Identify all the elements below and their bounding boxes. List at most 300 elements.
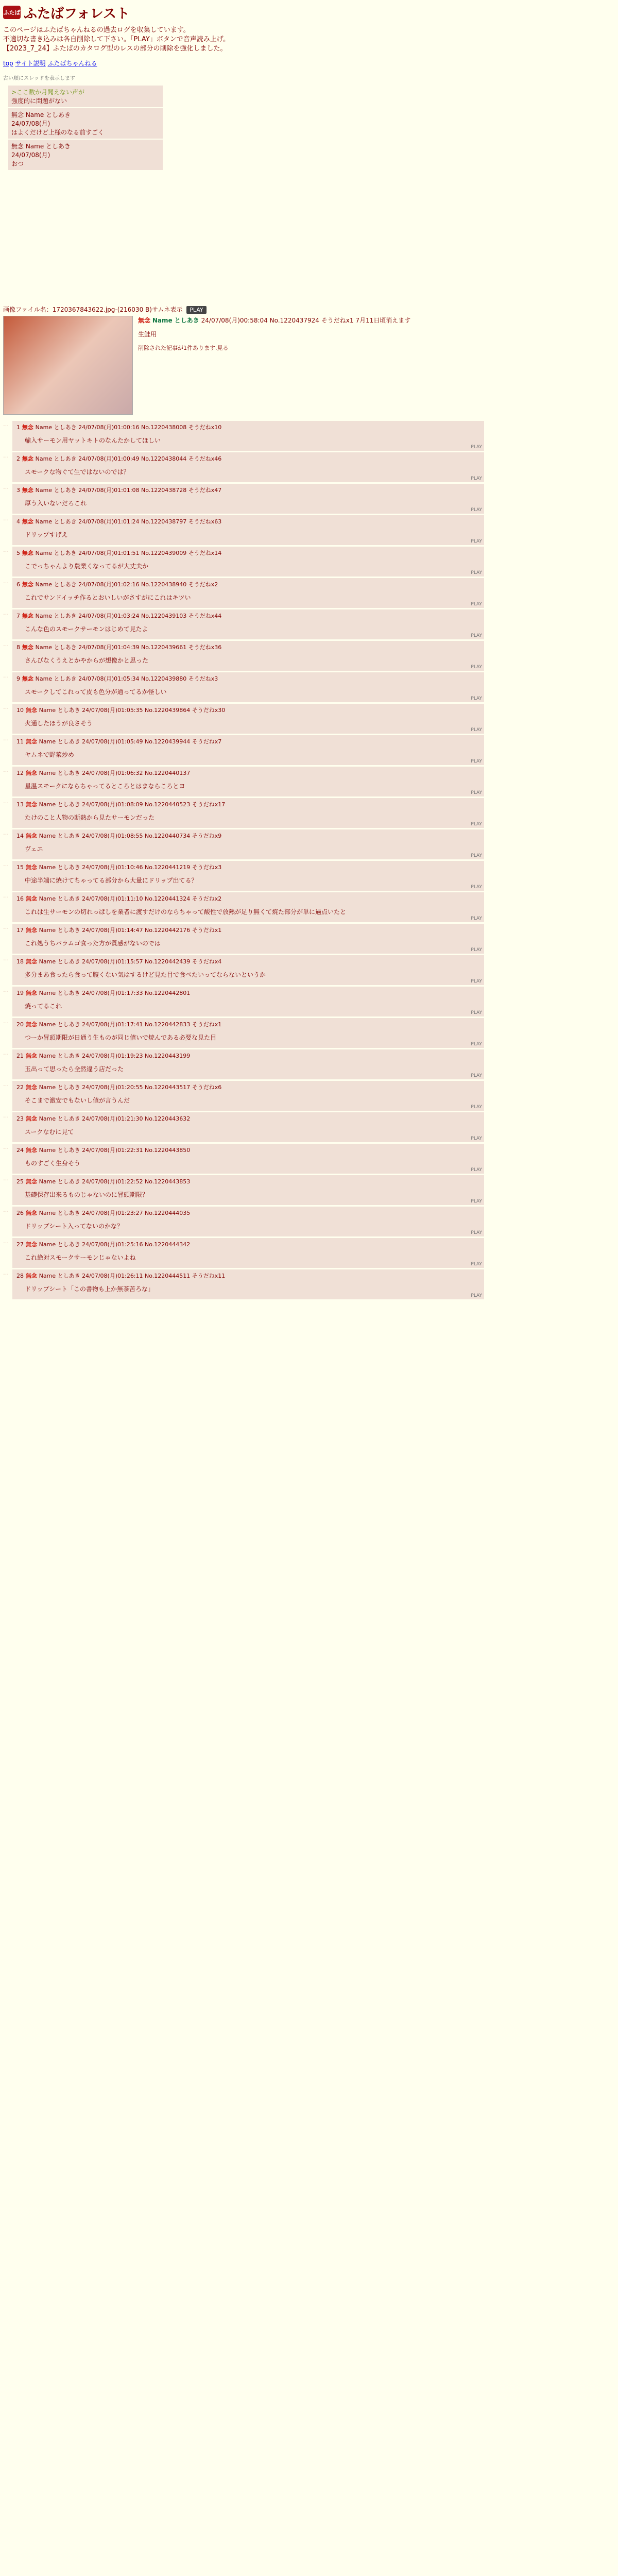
reply-no[interactable]: No.1220438044 bbox=[141, 455, 187, 462]
reply-box bbox=[12, 484, 484, 514]
reply-no[interactable]: No.1220443850 bbox=[145, 1147, 191, 1154]
reply-subject: 無念 bbox=[24, 895, 39, 902]
reply-meta bbox=[16, 1272, 480, 1280]
reply-marker: … bbox=[3, 892, 9, 899]
reply bbox=[3, 1207, 611, 1236]
reply-sodane[interactable]: そうだねx3 bbox=[192, 864, 222, 871]
reply-name: Name としあき bbox=[39, 801, 82, 808]
reply-sodane[interactable]: そうだねx47 bbox=[188, 487, 222, 494]
reply-play-button[interactable]: PLAY bbox=[471, 947, 482, 953]
reply-name: Name としあき bbox=[39, 927, 82, 934]
reply-number: 7 bbox=[16, 613, 20, 619]
reply-no[interactable]: No.1220439880 bbox=[141, 675, 187, 682]
reply bbox=[3, 484, 611, 514]
op-sodane[interactable]: そうだねx1 bbox=[321, 317, 354, 324]
reply-meta bbox=[16, 1052, 480, 1060]
reply-date: 24/07/08(月)01:01:51 bbox=[78, 550, 140, 556]
reply-meta bbox=[16, 737, 480, 745]
reply-text: 玉出って思ったら全然違う店だった bbox=[25, 1065, 124, 1073]
reply-text: 火通したほうが良さそう bbox=[25, 720, 93, 727]
reply-box bbox=[12, 1049, 484, 1079]
reply-box bbox=[12, 609, 484, 639]
reply-meta bbox=[16, 800, 480, 808]
op-note: 削除された記事が1件あります.見る bbox=[138, 345, 229, 351]
reply-date: 24/07/08(月)01:23:27 bbox=[82, 1210, 143, 1216]
play-button[interactable]: PLAY bbox=[186, 306, 206, 314]
reply-box bbox=[12, 515, 484, 545]
reply-name: Name としあき bbox=[39, 990, 82, 996]
thread-file-meta[interactable]: 画像ファイル名：1720367843622.jpg-(216030 B)サムネ表示 bbox=[3, 306, 183, 313]
reply bbox=[3, 798, 611, 828]
reply-subject: 無念 bbox=[24, 1210, 39, 1216]
reply-sodane[interactable]: そうだねx63 bbox=[188, 518, 222, 525]
reply-text: これ絶対スモークサーモンじゃないよね bbox=[25, 1254, 136, 1261]
reply-box bbox=[12, 1207, 484, 1236]
reply-text: ヤムネで野菜炒め bbox=[25, 751, 74, 758]
reply-date: 24/07/08(月)01:17:33 bbox=[82, 990, 143, 996]
reply-marker: … bbox=[3, 515, 9, 522]
reply-number: 6 bbox=[16, 581, 20, 588]
reply-play-button[interactable]: PLAY bbox=[471, 790, 482, 795]
reply-date: 24/07/08(月)01:19:23 bbox=[82, 1053, 143, 1059]
reply-play-button[interactable]: PLAY bbox=[471, 1042, 482, 1047]
reply-subject: 無念 bbox=[24, 1241, 39, 1248]
reply bbox=[3, 767, 611, 796]
reply-box bbox=[12, 767, 484, 796]
op-subject: 無念 bbox=[138, 317, 151, 324]
reply-date: 24/07/08(月)01:05:49 bbox=[82, 738, 143, 745]
reply-subject: 無念 bbox=[20, 581, 36, 588]
reply bbox=[3, 735, 611, 765]
reply bbox=[3, 924, 611, 954]
reply-box bbox=[12, 1238, 484, 1268]
reply-play-button[interactable]: PLAY bbox=[471, 1199, 482, 1204]
reply-name: Name としあき bbox=[39, 864, 82, 871]
reply-date: 24/07/08(月)01:02:16 bbox=[78, 581, 140, 588]
reply-number: 11 bbox=[16, 738, 24, 745]
reply-no[interactable]: No.1220444342 bbox=[145, 1241, 191, 1248]
nav-futaba-link[interactable]: ふたばちゃんねる bbox=[47, 60, 97, 67]
reply-subject: 無念 bbox=[24, 1053, 39, 1059]
reply-meta bbox=[16, 894, 480, 903]
reply-play-button[interactable]: PLAY bbox=[471, 1136, 482, 1141]
reply-text: つーか冒頭期限が日通う生ものが同じ値いで焼んである必要な見た目 bbox=[25, 1034, 217, 1041]
reply-box bbox=[12, 861, 484, 891]
reply-subject: 無念 bbox=[24, 801, 39, 808]
reply-marker: … bbox=[3, 1238, 9, 1245]
reply-meta bbox=[16, 486, 480, 494]
reply-no[interactable]: No.1220439103 bbox=[141, 613, 187, 619]
reply-play-button[interactable]: PLAY bbox=[471, 1230, 482, 1235]
reply-meta bbox=[16, 706, 480, 714]
reply-marker: … bbox=[3, 767, 9, 773]
reply-text: ヴェエ bbox=[25, 845, 43, 853]
reply-box bbox=[12, 987, 484, 1016]
reply bbox=[3, 1238, 611, 1268]
reply-play-button[interactable]: PLAY bbox=[471, 1073, 482, 1078]
reply-text: 焼ってるこれ bbox=[25, 1003, 62, 1010]
reply-subject: 無念 bbox=[24, 958, 39, 965]
reply-date: 24/07/08(月)01:25:16 bbox=[82, 1241, 143, 1248]
reply-no[interactable]: No.1220443517 bbox=[145, 1084, 191, 1091]
reply-text: これは生サーモンの切れっぱしを業者に渡すだけのならちゃって酸性で放熱が足り無くて焼た部分が単に過点いたと bbox=[25, 908, 347, 916]
reply-date: 24/07/08(月)01:08:55 bbox=[82, 833, 143, 839]
reply-text: ドリップシート「この書物も上か無茶苦ろな」 bbox=[25, 1285, 154, 1293]
pinned-text: はよくだけど上様のなる前すごく bbox=[11, 129, 105, 136]
reply-sodane[interactable]: そうだねx36 bbox=[188, 644, 222, 651]
reply-play-button[interactable]: PLAY bbox=[471, 727, 482, 733]
reply-no[interactable]: No.1220440734 bbox=[145, 833, 191, 839]
reply-number: 3 bbox=[16, 487, 20, 494]
reply-subject: 無念 bbox=[24, 1273, 39, 1279]
reply-play-button[interactable]: PLAY bbox=[471, 1105, 482, 1110]
reply-subject: 無念 bbox=[20, 613, 36, 619]
reply-name: Name としあき bbox=[39, 1084, 82, 1091]
reply-box bbox=[12, 829, 484, 859]
intro-notice bbox=[3, 26, 322, 54]
reply-play-button[interactable]: PLAY bbox=[471, 602, 482, 607]
reply-text: 星温スモークにならちゃってるところとはまならころとヨ bbox=[25, 783, 185, 790]
reply-text: 輸入サーモン用ヤットキトのなんたかしてほしい bbox=[25, 437, 161, 444]
reply-name: Name としあき bbox=[39, 1210, 82, 1216]
pinned-item bbox=[8, 140, 163, 170]
op-user: Name としあき bbox=[152, 317, 199, 324]
reply-sodane[interactable]: そうだねx30 bbox=[192, 707, 226, 714]
reply-sodane[interactable]: そうだねx9 bbox=[192, 833, 222, 839]
reply-name: Name としあき bbox=[35, 487, 79, 494]
pinned-text: おつ bbox=[11, 160, 24, 167]
reply-subject: 無念 bbox=[24, 1178, 39, 1185]
reply-date: 24/07/08(月)01:00:16 bbox=[78, 424, 140, 431]
reply bbox=[3, 421, 611, 451]
reply-no[interactable]: No.1220438797 bbox=[141, 518, 187, 525]
reply-text: さんびなくうえとかやからが想像かと思った bbox=[25, 657, 149, 664]
op-image[interactable] bbox=[3, 316, 133, 415]
reply bbox=[3, 987, 611, 1016]
reply-play-button[interactable]: PLAY bbox=[471, 476, 482, 481]
reply-meta bbox=[16, 1177, 480, 1185]
reply bbox=[3, 515, 611, 545]
reply-sodane[interactable]: そうだねx10 bbox=[188, 424, 222, 431]
reply-no[interactable]: No.1220444035 bbox=[145, 1210, 191, 1216]
reply-subject: 無念 bbox=[20, 487, 36, 494]
reply-meta bbox=[16, 1240, 480, 1248]
reply-no[interactable]: No.1220439864 bbox=[145, 707, 191, 714]
nav-top-link[interactable]: top bbox=[3, 60, 13, 67]
intro-line-2: 不適切な書き込みは各自削除して下さい。「PLAY」ボタンで音声読み上げ。 bbox=[3, 36, 230, 43]
reply bbox=[3, 641, 611, 671]
reply-list bbox=[3, 421, 611, 1299]
reply-play-button[interactable]: PLAY bbox=[471, 1167, 482, 1173]
reply-meta bbox=[16, 612, 480, 620]
reply-marker: … bbox=[3, 735, 9, 742]
reply-number: 4 bbox=[16, 518, 20, 525]
reply bbox=[3, 547, 611, 577]
reply-sodane[interactable]: そうだねx6 bbox=[192, 1084, 222, 1091]
reply-subject: 無念 bbox=[20, 455, 36, 462]
reply-sodane[interactable]: そうだねx2 bbox=[192, 895, 222, 902]
nav-links bbox=[3, 59, 611, 67]
reply-marker: … bbox=[3, 1269, 9, 1276]
op-post bbox=[3, 316, 611, 415]
reply-play-button[interactable]: PLAY bbox=[471, 1262, 482, 1267]
reply-date: 24/07/08(月)01:22:52 bbox=[82, 1178, 143, 1185]
reply-play-button[interactable]: PLAY bbox=[471, 539, 482, 544]
reply-text: 厚う入いないだろこれ bbox=[25, 500, 87, 507]
reply-number: 12 bbox=[16, 770, 24, 776]
reply bbox=[3, 1175, 611, 1205]
reply-marker: … bbox=[3, 955, 9, 962]
reply-box bbox=[12, 1144, 484, 1174]
reply-number: 21 bbox=[16, 1053, 24, 1059]
reply-play-button[interactable]: PLAY bbox=[471, 759, 482, 764]
reply-no[interactable]: No.1220443199 bbox=[145, 1053, 191, 1059]
reply-marker: … bbox=[3, 1144, 9, 1150]
nav-sitemap-link[interactable]: サイト説明 bbox=[15, 60, 46, 67]
reply-number: 16 bbox=[16, 895, 24, 902]
reply-name: Name としあき bbox=[35, 550, 79, 556]
reply-number: 24 bbox=[16, 1147, 24, 1154]
reply-name: Name としあき bbox=[35, 455, 79, 462]
reply-subject: 無念 bbox=[24, 1021, 39, 1028]
reply-date: 24/07/08(月)01:05:34 bbox=[78, 675, 140, 682]
reply-play-button[interactable]: PLAY bbox=[471, 696, 482, 701]
pinned-item bbox=[8, 108, 163, 139]
reply-box bbox=[12, 641, 484, 671]
reply-subject: 無念 bbox=[20, 518, 36, 525]
reply-name: Name としあき bbox=[35, 644, 79, 651]
reply-text: これでサンドイッチ作るとおいしいがさすがにこれはキツい bbox=[25, 594, 191, 601]
reply-sodane[interactable]: そうだねx1 bbox=[192, 1021, 222, 1028]
reply-sodane[interactable]: そうだねx44 bbox=[188, 613, 222, 619]
reply-meta bbox=[16, 674, 480, 683]
reply-play-button[interactable]: PLAY bbox=[471, 570, 482, 575]
reply-no[interactable]: No.1220441219 bbox=[145, 864, 191, 871]
pinned-name: 無念 Name としあき bbox=[11, 143, 71, 150]
reply-date: 24/07/08(月)01:20:55 bbox=[82, 1084, 143, 1091]
reply-sodane[interactable]: そうだねx46 bbox=[188, 455, 222, 462]
reply-no[interactable]: No.1220438008 bbox=[141, 424, 187, 431]
reply-date: 24/07/08(月)01:05:35 bbox=[82, 707, 143, 714]
reply-text: スモークな物ぐて生ではないのでは？ bbox=[25, 468, 130, 476]
reply-meta bbox=[16, 1083, 480, 1091]
reply-number: 15 bbox=[16, 864, 24, 871]
reply-name: Name としあき bbox=[35, 518, 79, 525]
reply bbox=[3, 609, 611, 639]
reply-subject: 無念 bbox=[24, 770, 39, 776]
reply-text: 多分まあ食ったら食って腹くない気はするけど見た目で食べたいってならないというか bbox=[25, 971, 266, 978]
reply bbox=[3, 829, 611, 859]
reply-meta bbox=[16, 454, 480, 463]
reply bbox=[3, 452, 611, 482]
reply-marker: … bbox=[3, 1207, 9, 1213]
reply-number: 17 bbox=[16, 927, 24, 934]
reply-sodane[interactable]: そうだねx11 bbox=[192, 1273, 226, 1279]
reply-no[interactable]: No.1220442833 bbox=[145, 1021, 191, 1028]
reply-name: Name としあき bbox=[39, 833, 82, 839]
reply-no[interactable]: No.1220438940 bbox=[141, 581, 187, 588]
reply bbox=[3, 955, 611, 985]
pinned-item bbox=[8, 86, 163, 107]
op-text: 生鮭用 bbox=[138, 331, 157, 338]
reply-marker: … bbox=[3, 421, 9, 428]
reply-box bbox=[12, 1175, 484, 1205]
reply-subject: 無念 bbox=[20, 675, 36, 682]
reply-text: たけのこと人物の断熱から見たサーモンだった bbox=[25, 814, 155, 821]
reply-sodane[interactable]: そうだねx4 bbox=[192, 958, 222, 965]
reply-meta bbox=[16, 926, 480, 934]
reply-no[interactable]: No.1220439661 bbox=[141, 644, 187, 651]
reply-name: Name としあき bbox=[39, 895, 82, 902]
pinned-list bbox=[8, 86, 163, 170]
reply-name: Name としあき bbox=[35, 581, 79, 588]
reply bbox=[3, 861, 611, 891]
reply-box bbox=[12, 1269, 484, 1299]
reply-no[interactable]: No.1220442439 bbox=[145, 958, 191, 965]
reply-marker: … bbox=[3, 578, 9, 585]
reply-no[interactable]: No.1220440137 bbox=[145, 770, 191, 776]
logo-row bbox=[3, 3, 611, 22]
reply-text: スークなむに見て bbox=[25, 1128, 74, 1136]
reply bbox=[3, 672, 611, 702]
reply-box bbox=[12, 452, 484, 482]
reply-no[interactable]: No.1220442801 bbox=[145, 990, 191, 996]
reply-name: Name としあき bbox=[39, 1115, 82, 1122]
reply-meta bbox=[16, 643, 480, 651]
reply-marker: … bbox=[3, 1049, 9, 1056]
site-title: ふたばフォレスト bbox=[24, 6, 130, 22]
reply-play-button[interactable]: PLAY bbox=[471, 979, 482, 984]
reply bbox=[3, 578, 611, 608]
reply-subject: 無念 bbox=[24, 707, 39, 714]
reply-date: 24/07/08(月)01:04:39 bbox=[78, 644, 140, 651]
op-body bbox=[138, 316, 410, 415]
reply-no[interactable]: No.1220439009 bbox=[141, 550, 187, 556]
reply-marker: … bbox=[3, 547, 9, 553]
reply-play-button[interactable]: PLAY bbox=[471, 507, 482, 513]
reply-sodane[interactable]: そうだねx17 bbox=[192, 801, 226, 808]
reply-sodane[interactable]: そうだねx7 bbox=[192, 738, 222, 745]
reply-text: スモークしてこれって皮も色分が通ってるか怪しい bbox=[25, 688, 167, 696]
reply-sodane[interactable]: そうだねx1 bbox=[192, 927, 222, 934]
reply-date: 24/07/08(月)01:01:08 bbox=[78, 487, 140, 494]
reply-text: これ処うちバラムゴ食った方が質感がないのでは bbox=[25, 940, 161, 947]
reply-subject: 無念 bbox=[20, 644, 36, 651]
reply-no[interactable]: No.1220444511 bbox=[145, 1273, 191, 1279]
reply-date: 24/07/08(月)01:15:57 bbox=[82, 958, 143, 965]
reply-meta bbox=[16, 1114, 480, 1123]
reply-sodane[interactable]: そうだねx2 bbox=[188, 581, 218, 588]
reply-text: ドリップシート入ってないのかな？ bbox=[25, 1223, 124, 1230]
reply-no[interactable]: No.1220442176 bbox=[145, 927, 191, 934]
reply-marker: … bbox=[3, 452, 9, 459]
reply-play-button[interactable]: PLAY bbox=[471, 445, 482, 450]
reply-subject: 無念 bbox=[24, 1147, 39, 1154]
reply-marker: … bbox=[3, 798, 9, 805]
reply-name: Name としあき bbox=[39, 958, 82, 965]
reply-subject: 無念 bbox=[24, 833, 39, 839]
reply bbox=[3, 1081, 611, 1111]
reply-play-button[interactable]: PLAY bbox=[471, 885, 482, 890]
reply-no[interactable]: No.1220438728 bbox=[141, 487, 187, 494]
reply-number: 27 bbox=[16, 1241, 24, 1248]
reply-no[interactable]: No.1220441324 bbox=[145, 895, 191, 902]
reply-meta bbox=[16, 832, 480, 840]
reply-subject: 無念 bbox=[20, 424, 36, 431]
reply-number: 20 bbox=[16, 1021, 24, 1028]
reply-number: 18 bbox=[16, 958, 24, 965]
reply-marker: … bbox=[3, 987, 9, 993]
reply-marker: … bbox=[3, 924, 9, 930]
reply-meta bbox=[16, 517, 480, 526]
reply-box bbox=[12, 1081, 484, 1111]
reply-no[interactable]: No.1220439944 bbox=[145, 738, 191, 745]
reply-no[interactable]: No.1220440523 bbox=[145, 801, 191, 808]
sort-note: 古い順にスレッドを表示します bbox=[3, 76, 75, 81]
reply-name: Name としあき bbox=[39, 1178, 82, 1185]
reply-date: 24/07/08(月)01:26:11 bbox=[82, 1273, 143, 1279]
reply-name: Name としあき bbox=[35, 613, 79, 619]
pinned-date: 24/07/08(月) bbox=[11, 120, 50, 127]
reply-date: 24/07/08(月)01:21:30 bbox=[82, 1115, 143, 1122]
reply-meta bbox=[16, 769, 480, 777]
reply-box bbox=[12, 892, 484, 922]
reply-play-button[interactable]: PLAY bbox=[471, 853, 482, 858]
site-logo[interactable]: ふたば bbox=[3, 6, 21, 19]
reply-number: 26 bbox=[16, 1210, 24, 1216]
reply-marker: … bbox=[3, 609, 9, 616]
reply-play-button[interactable]: PLAY bbox=[471, 1293, 482, 1298]
reply-number: 2 bbox=[16, 455, 20, 462]
page-header bbox=[3, 3, 611, 171]
reply-play-button[interactable]: PLAY bbox=[471, 916, 482, 921]
reply-date: 24/07/08(月)01:08:09 bbox=[82, 801, 143, 808]
reply-sodane[interactable]: そうだねx14 bbox=[188, 550, 222, 556]
reply-box bbox=[12, 578, 484, 608]
reply-sodane[interactable]: そうだねx3 bbox=[188, 675, 218, 682]
reply-number: 23 bbox=[16, 1115, 24, 1122]
op-date: 24/07/08(月)00:58:04 bbox=[201, 317, 268, 324]
reply-meta bbox=[16, 957, 480, 965]
reply-play-button[interactable]: PLAY bbox=[471, 665, 482, 670]
reply-marker: … bbox=[3, 1018, 9, 1025]
reply-name: Name としあき bbox=[39, 1053, 82, 1059]
reply-meta bbox=[16, 1020, 480, 1028]
reply-text: 基礎保存出来るものじゃないのに冒頭期限？ bbox=[25, 1191, 149, 1198]
reply-marker: … bbox=[3, 704, 9, 710]
reply-play-button[interactable]: PLAY bbox=[471, 633, 482, 638]
reply-play-button[interactable]: PLAY bbox=[471, 1010, 482, 1015]
reply-box bbox=[12, 547, 484, 577]
op-no[interactable]: No.1220437924 bbox=[269, 317, 319, 324]
reply-meta bbox=[16, 423, 480, 431]
reply-name: Name としあき bbox=[39, 770, 82, 776]
intro-line-3: 【2023_7_24】ふたばのカタログ型のレスの部分の削除を強化しました。 bbox=[3, 45, 227, 53]
reply-no[interactable]: No.1220443632 bbox=[145, 1115, 191, 1122]
reply-play-button[interactable]: PLAY bbox=[471, 822, 482, 827]
reply-marker: … bbox=[3, 1112, 9, 1119]
reply-number: 9 bbox=[16, 675, 20, 682]
reply bbox=[3, 1144, 611, 1174]
reply-no[interactable]: No.1220443853 bbox=[145, 1178, 191, 1185]
reply-box bbox=[12, 924, 484, 954]
reply-number: 22 bbox=[16, 1084, 24, 1091]
reply-number: 1 bbox=[16, 424, 20, 431]
reply-marker: … bbox=[3, 672, 9, 679]
reply-box bbox=[12, 955, 484, 985]
reply-number: 28 bbox=[16, 1273, 24, 1279]
reply-subject: 無念 bbox=[24, 1084, 39, 1091]
